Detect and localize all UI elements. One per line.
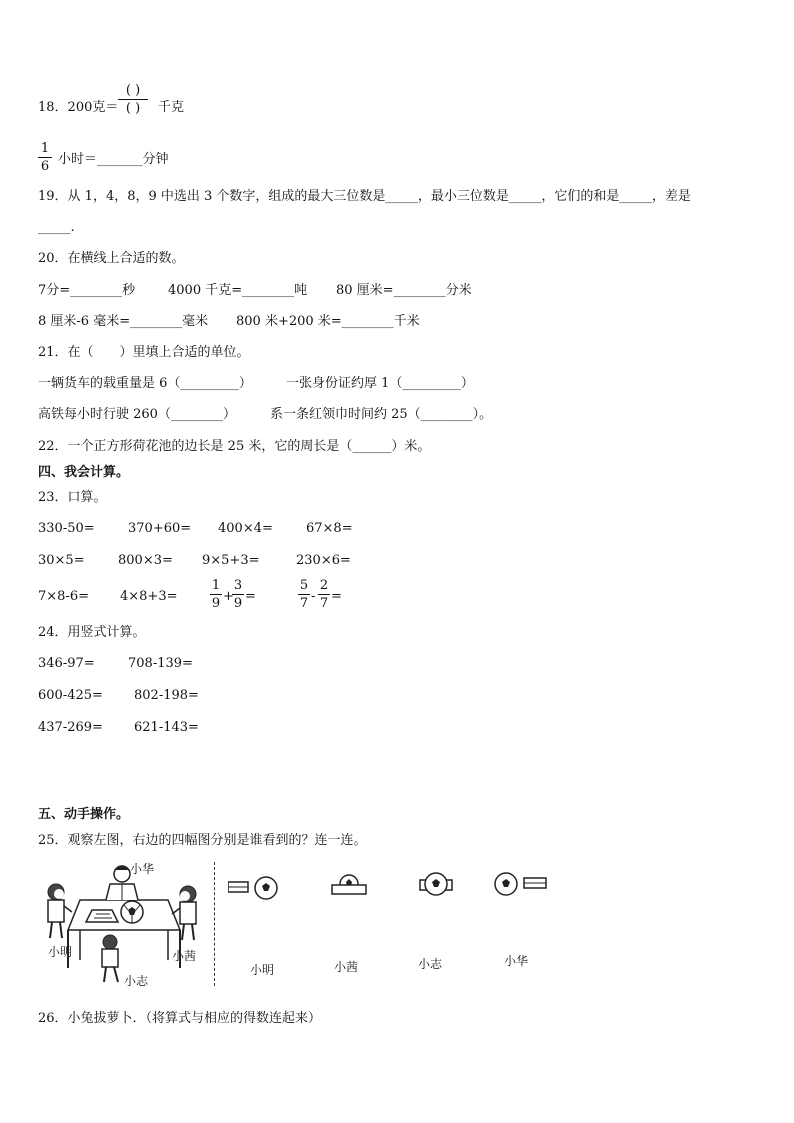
q19-line2: _____.	[38, 220, 75, 235]
q20-row1-item1: 7分=________秒	[38, 283, 136, 298]
person-xiaozhi-icon	[102, 935, 118, 982]
view-label-xiaoqian[interactable]: 小茜	[334, 960, 359, 974]
q21-title: 21．在（ ）里填上合适的单位。	[38, 345, 250, 360]
soccer-ball-icon	[425, 873, 447, 895]
q24-r1c1: 346-97=	[38, 656, 95, 671]
scene-label-xiaohua: 小华	[130, 862, 155, 876]
q23-frac2-op: -	[311, 589, 316, 604]
q20-row1-item3: 80 厘米=________分米	[336, 283, 472, 298]
q24-r2c2: 802-198=	[134, 688, 199, 703]
fraction-numerator: 2	[319, 578, 329, 593]
fraction-numerator: 1	[40, 141, 50, 156]
scene-label-xiaoqian: 小茜	[172, 949, 197, 963]
q24-r3c1: 437-269=	[38, 720, 103, 735]
q18-fraction	[118, 84, 148, 115]
view-label-xiaohua[interactable]: 小华	[504, 954, 529, 968]
q23-r1c3: 400×4=	[218, 521, 273, 536]
q23-r1c4: 67×8=	[306, 521, 353, 536]
view3-figure[interactable]	[416, 872, 456, 896]
fraction-denominator: 7	[319, 596, 329, 611]
q23-frac1-b	[232, 579, 244, 610]
fraction-numerator: 1	[211, 578, 221, 593]
scene-label-xiaoming: 小明	[48, 945, 73, 959]
person-xiaoqian-icon	[172, 886, 196, 940]
q26-text: 26．小兔拔萝卜．（将算式与相应的得数连起来）	[38, 1011, 322, 1026]
q23-frac1-eq: =	[245, 589, 256, 604]
q24-r1c2: 708-139=	[128, 656, 193, 671]
q21-row1-item2: 一张身份证约厚 1（_________）	[286, 376, 474, 391]
scene-illustration	[40, 860, 212, 988]
fraction-denominator: 9	[211, 596, 221, 611]
q22-text: 22．一个正方形荷花池的边长是 25 米，它的周长是（______）米。	[38, 439, 431, 454]
q18-line2-fraction	[38, 142, 52, 173]
q23-frac2-a	[298, 579, 310, 610]
q20-title: 20．在横线上合适的数。	[38, 251, 185, 266]
q18-fraction-denominator[interactable]: ( )	[125, 101, 141, 116]
q21-row1-item1: 一辆货车的载重量是 6（_________）	[38, 376, 252, 391]
section5-title: 五、动手操作。	[38, 807, 130, 822]
q23-frac2-b	[318, 579, 330, 610]
box-icon	[332, 885, 366, 894]
q21-row2-item2: 系一条红领巾时间约 25（________）。	[270, 407, 493, 422]
q23-r3c2: 4×8+3=	[120, 589, 178, 604]
soccer-ball-icon	[121, 901, 143, 923]
box-icon	[86, 910, 118, 922]
divider-line	[214, 862, 215, 986]
q20-row2-item1: 8 厘米-6 毫米=________毫米	[38, 314, 209, 329]
q23-r2c3: 9×5+3=	[202, 553, 260, 568]
fraction-numerator: 3	[233, 578, 243, 593]
q20-row2-item2: 800 米+200 米=________千米	[236, 314, 420, 329]
q23-r3c1: 7×8-6=	[38, 589, 89, 604]
fraction-numerator: 5	[299, 578, 309, 593]
q23-r2c4: 230×6=	[296, 553, 351, 568]
q25-title: 25．观察左图，右边的四幅图分别是谁看到的？连一连。	[38, 833, 367, 848]
q23-r1c2: 370+60=	[128, 521, 192, 536]
view4-figure[interactable]	[494, 872, 550, 896]
q20-row1-item2: 4000 千克=________吨	[168, 283, 308, 298]
view1-figure[interactable]	[228, 876, 282, 900]
q24-r2c1: 600-425=	[38, 688, 103, 703]
q23-r2c2: 800×3=	[118, 553, 173, 568]
q18-line2-text: 小时＝_______分钟	[58, 152, 169, 167]
q18-prefix: 18．200克＝	[38, 100, 119, 115]
q24-r3c2: 621-143=	[134, 720, 199, 735]
q18-unit: 千克	[158, 100, 185, 115]
q18-fraction-numerator[interactable]: ( )	[125, 83, 141, 98]
q23-r1c1: 330-50=	[38, 521, 95, 536]
q23-title: 23．口算。	[38, 490, 107, 505]
q19-line1: 19．从 1，4，8，9 中选出 3 个数字，组成的最大三位数是_____，最小三位数是_____，它们的和是_____，差是	[38, 189, 691, 204]
view-label-xiaoming[interactable]: 小明	[250, 963, 275, 977]
q23-frac1-a	[210, 579, 222, 610]
q23-r2c1: 30×5=	[38, 553, 85, 568]
q23-frac2-eq: =	[331, 589, 342, 604]
fraction-denominator: 7	[299, 596, 309, 611]
soccer-ball-icon	[495, 873, 517, 895]
view2-figure[interactable]	[330, 874, 368, 896]
view-label-xiaozhi[interactable]: 小志	[418, 957, 443, 971]
q21-row2-item1: 高铁每小时行驶 260（________）	[38, 407, 236, 422]
section4-title: 四、我会计算。	[38, 465, 130, 480]
fraction-denominator: 9	[233, 596, 243, 611]
q23-frac1-op: +	[223, 589, 234, 604]
q24-title: 24．用竖式计算。	[38, 625, 146, 640]
scene-label-xiaozhi: 小志	[124, 974, 149, 988]
soccer-ball-icon	[255, 877, 277, 899]
fraction-denominator: 6	[40, 159, 50, 174]
